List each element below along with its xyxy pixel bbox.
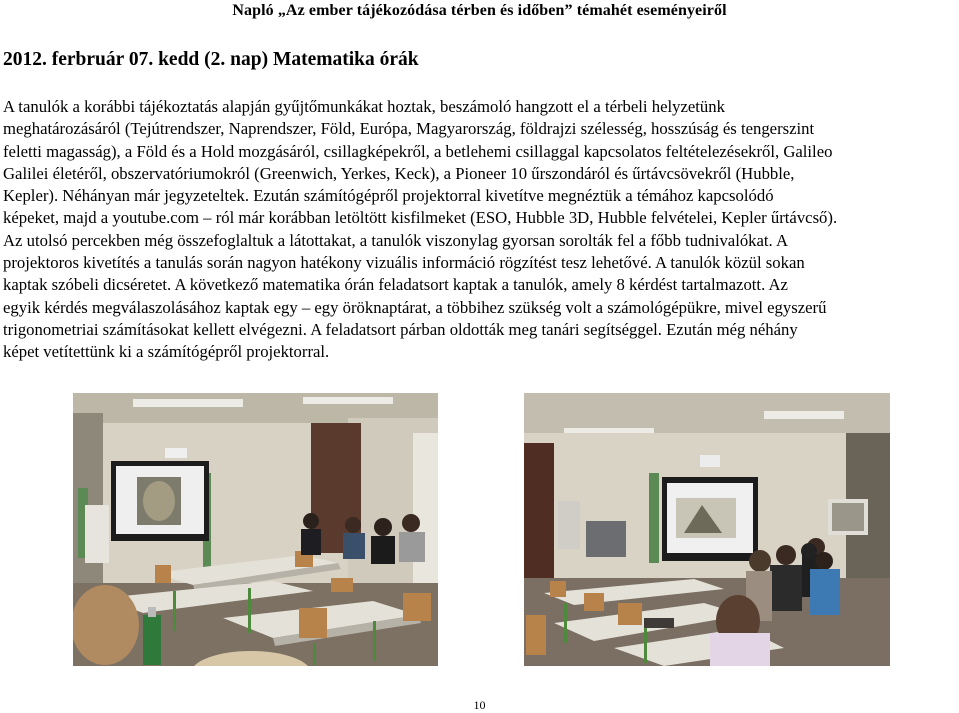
body-line: Kepler). Néhányan már jegyzeteltek. Ezután számítógépről projektorral kivetítve megnéztük a témához kapcsolódó xyxy=(3,186,774,206)
body-line: egyik kérdés megválaszolásához kaptak egy – egy öröknaptárat, a többihez szükség volt a számológépükre, mivel egyszerű xyxy=(3,297,827,317)
body-line: A tanulók a korábbi tájékoztatás alapján gyűjtőmunkákat hoztak, beszámoló hangzott el a térbeli helyzetünk xyxy=(3,97,725,116)
body-line: kaptak szóbeli dicséretet. A következő matematika órán feladatsort kaptak a tanulók, amely 8 kérdést tartalmazott. Az xyxy=(3,275,788,295)
body-line: projektoros kivetítés a tanulás során nagyon hatékony vizuális információ rögzítést tesz lehetővé. A tanulók közül sokan xyxy=(3,253,805,273)
body-text xyxy=(3,96,955,364)
body-line: képeket, majd a youtube.com – ról már korábban letöltött kisfilmeket (ESO, Hubble 3D, Hubble felvételei, Kepler űrtávcső). xyxy=(3,208,838,228)
body-line: Az utolsó percekben még összefoglaltuk a látottakat, a tanulók viszonylag gyorsan sorolták fel a főbb tudnivalókat. A xyxy=(3,230,789,250)
classroom-photo-left xyxy=(73,393,438,666)
body-line: feletti magasság), a Föld és a Hold mozgásáról, csillagképekről, a betlehemi csillaggal kapcsolatos feltételezésekről, Galileo xyxy=(3,141,833,161)
body-line: képet vetítettünk ki a számítógépről projektorral. xyxy=(3,342,330,362)
page-header: Napló „Az ember tájékozódása térben és időben” témahét eseményeiről xyxy=(232,2,727,19)
body-line: Galilei életéről, obszervatóriumokról (Greenwich, Yerkes, Keck), a Pioneer 10 űrszondáról és űrtávcsövekről (Hubble, xyxy=(3,163,795,183)
body-line: trigonometriai számításokat kellett elvégezni. A feladatsort párban oldották meg tanári segítséggel. Ezután még néhány xyxy=(3,319,798,339)
classroom-photo-right xyxy=(524,393,890,666)
date-title: 2012. ferbruár 07. kedd (2. nap) Matematika órák xyxy=(3,49,419,70)
page-number: 10 xyxy=(473,698,486,712)
body-line: meghatározásáról (Tejútrendszer, Naprendszer, Föld, Európa, Magyarország, földrajzi szélesség, hosszúság és tengerszint xyxy=(3,119,815,139)
